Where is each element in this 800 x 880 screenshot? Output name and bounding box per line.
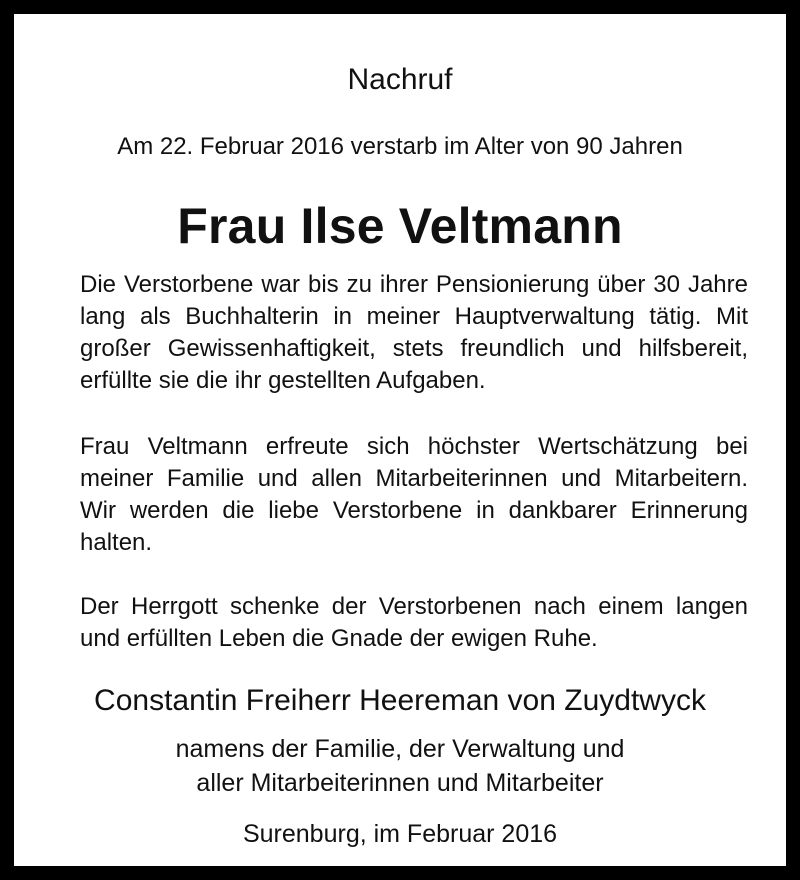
signatory-name: Constantin Freiherr Heereman von Zuydtwyck: [94, 684, 706, 717]
paragraph-appreciation: [80, 431, 748, 559]
deceased-name: Frau Ilse Veltmann: [177, 198, 623, 254]
text-line: meiner Familie und allen Mitarbeiterinnen und Mitarbeitern.: [80, 465, 748, 492]
text-line: Frau Veltmann erfreute sich höchster Wertschätzung bei: [80, 433, 748, 460]
text-line: und erfüllten Leben die Gnade der ewigen Ruhe.: [80, 625, 598, 652]
text-line: Der Herrgott schenke der Verstorbenen nach einem langen: [80, 593, 748, 620]
on-behalf-line: aller Mitarbeiterinnen und Mitarbeiter: [196, 769, 604, 797]
place-and-date: Surenburg, im Februar 2016: [242, 820, 558, 848]
death-notice-intro: Am 22. Februar 2016 verstarb im Alter von 90 Jahren: [117, 133, 683, 160]
text-line: halten.: [80, 529, 153, 556]
obituary-content: [28, 28, 772, 852]
text-line: Die Verstorbene war bis zu ihrer Pensionierung über 30 Jahre: [80, 271, 748, 298]
paragraph-blessing: [80, 591, 748, 655]
text-line: Wir werden die liebe Verstorbene in dankbarer Erinnerung: [80, 497, 748, 524]
text-line: großer Gewissenhaftigkeit, stets freundlich und hilfsbereit,: [80, 335, 748, 362]
text-line: erfüllte sie die ihr gestellten Aufgaben.: [80, 367, 486, 394]
paragraph-career: [80, 269, 748, 397]
text-line: lang als Buchhalterin in meiner Hauptverwaltung tätig. Mit: [80, 303, 748, 330]
obituary-heading: Nachruf: [347, 63, 453, 96]
on-behalf-line: namens der Familie, der Verwaltung und: [175, 735, 625, 763]
